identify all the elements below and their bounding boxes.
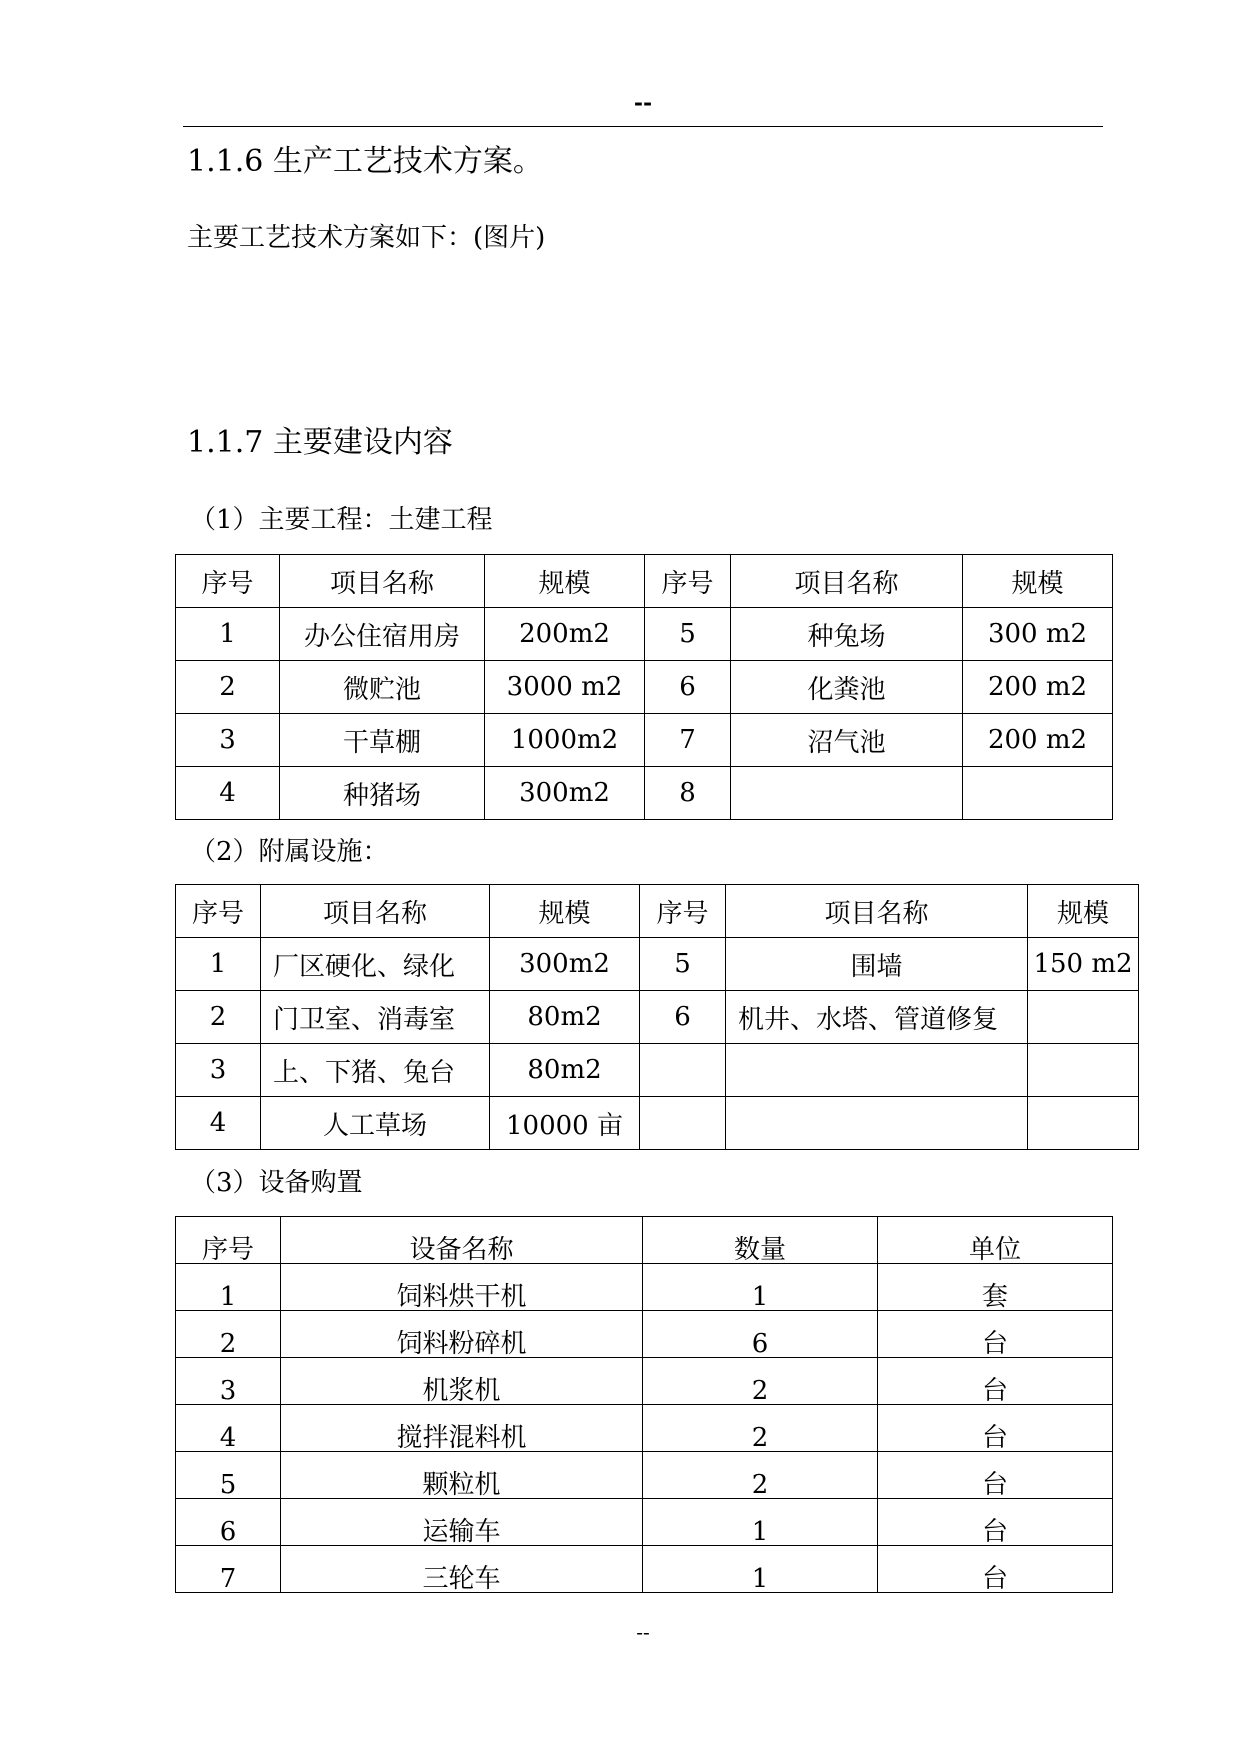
table-cell: 台	[878, 1405, 1113, 1452]
table-cell: 饲料烘干机	[281, 1264, 643, 1311]
table-cell: 干草棚	[280, 714, 485, 767]
header-cell: 规模	[1028, 885, 1139, 938]
header-cell: 项目名称	[280, 555, 485, 608]
header-cell: 序号	[176, 1217, 281, 1264]
part3-title: （3）设备购置	[190, 1168, 363, 1198]
table-row	[176, 1499, 1113, 1546]
table-cell: 1	[176, 608, 280, 661]
table-cell: 5	[640, 938, 726, 991]
header-cell: 序号	[645, 555, 731, 608]
table-row	[176, 1358, 1113, 1405]
table-row	[176, 714, 1113, 767]
header-cell: 单位	[878, 1217, 1113, 1264]
table-header-row	[176, 555, 1113, 608]
header-rule	[183, 126, 1103, 127]
table-cell: 2	[643, 1405, 878, 1452]
table-cell: 150 m2	[1028, 938, 1139, 991]
part2-title: （2）附属设施：	[190, 837, 389, 867]
equipment-purchase-table	[175, 1216, 1113, 1593]
table-cell: 颗粒机	[281, 1452, 643, 1499]
table-row	[176, 1097, 1139, 1150]
table-cell: 饲料粉碎机	[281, 1311, 643, 1358]
header-cell: 数量	[643, 1217, 878, 1264]
table-cell	[640, 1044, 726, 1097]
table-cell: 80m2	[490, 991, 640, 1044]
table-cell: 1	[643, 1499, 878, 1546]
table-cell: 门卫室、消毒室	[261, 991, 490, 1044]
table-cell: 6	[640, 991, 726, 1044]
header-cell: 项目名称	[726, 885, 1028, 938]
table-cell: 搅拌混料机	[281, 1405, 643, 1452]
table-cell: 10000 亩	[490, 1097, 640, 1150]
table-row	[176, 1405, 1113, 1452]
table-row	[176, 991, 1139, 1044]
header-cell: 序号	[176, 885, 261, 938]
table-cell: 300m2	[490, 938, 640, 991]
page-header-mark: --	[633, 90, 653, 116]
table-cell	[640, 1097, 726, 1150]
table-cell: 200 m2	[963, 661, 1113, 714]
table-cell: 2	[176, 991, 261, 1044]
table-cell: 4	[176, 767, 280, 820]
page-footer-mark: --	[636, 1620, 650, 1644]
table-cell: 2	[176, 661, 280, 714]
table-cell: 6	[645, 661, 731, 714]
auxiliary-facilities-table	[175, 884, 1139, 1150]
table-cell: 种猪场	[280, 767, 485, 820]
table-cell: 1	[643, 1546, 878, 1593]
table-cell	[731, 767, 963, 820]
table-cell: 台	[878, 1546, 1113, 1593]
header-cell: 设备名称	[281, 1217, 643, 1264]
table-cell: 300 m2	[963, 608, 1113, 661]
table-cell: 微贮池	[280, 661, 485, 714]
table-cell	[1028, 1044, 1139, 1097]
table-row	[176, 1452, 1113, 1499]
table-cell: 3000 m2	[485, 661, 645, 714]
table-row	[176, 608, 1113, 661]
table-cell: 三轮车	[281, 1546, 643, 1593]
table-cell: 80m2	[490, 1044, 640, 1097]
table-cell: 沼气池	[731, 714, 963, 767]
table-cell: 4	[176, 1097, 261, 1150]
table-cell: 上、下猪、兔台	[261, 1044, 490, 1097]
table-cell: 1000m2	[485, 714, 645, 767]
table-cell: 办公住宿用房	[280, 608, 485, 661]
table-cell: 5	[645, 608, 731, 661]
table-cell: 1	[176, 938, 261, 991]
table-cell	[726, 1097, 1028, 1150]
process-plan-intro: 主要工艺技术方案如下：(图片)	[187, 223, 546, 253]
table-cell: 6	[643, 1311, 878, 1358]
civil-works-table	[175, 554, 1113, 820]
table-cell: 台	[878, 1499, 1113, 1546]
table-row	[176, 661, 1113, 714]
table-cell: 台	[878, 1452, 1113, 1499]
table-cell: 台	[878, 1358, 1113, 1405]
table-cell: 化粪池	[731, 661, 963, 714]
table-cell	[963, 767, 1113, 820]
table-row	[176, 1264, 1113, 1311]
header-cell: 项目名称	[731, 555, 963, 608]
table-cell: 2	[643, 1358, 878, 1405]
table-cell: 4	[176, 1405, 281, 1452]
header-cell: 项目名称	[261, 885, 490, 938]
table-header-row	[176, 1217, 1113, 1264]
table-cell: 3	[176, 1358, 281, 1405]
table-cell: 厂区硬化、绿化	[261, 938, 490, 991]
table-cell: 300m2	[485, 767, 645, 820]
table-cell: 人工草场	[261, 1097, 490, 1150]
header-cell: 规模	[490, 885, 640, 938]
table-cell	[1028, 1097, 1139, 1150]
table-cell: 围墙	[726, 938, 1028, 991]
header-cell: 规模	[485, 555, 645, 608]
table-cell: 200m2	[485, 608, 645, 661]
section-heading-1-1-6: 1.1.6 生产工艺技术方案。	[187, 144, 543, 179]
table-cell: 种兔场	[731, 608, 963, 661]
table-row	[176, 1044, 1139, 1097]
header-cell: 规模	[963, 555, 1113, 608]
table-cell: 200 m2	[963, 714, 1113, 767]
table-cell: 3	[176, 714, 280, 767]
table-cell: 机浆机	[281, 1358, 643, 1405]
table-cell: 1	[643, 1264, 878, 1311]
table-cell: 台	[878, 1311, 1113, 1358]
table-cell	[1028, 991, 1139, 1044]
table-cell: 7	[645, 714, 731, 767]
section-heading-1-1-7: 1.1.7 主要建设内容	[187, 425, 453, 460]
table-cell: 2	[643, 1452, 878, 1499]
table-row	[176, 767, 1113, 820]
table-cell: 8	[645, 767, 731, 820]
table-cell: 7	[176, 1546, 281, 1593]
table-row	[176, 938, 1139, 991]
table-cell: 6	[176, 1499, 281, 1546]
table-cell: 套	[878, 1264, 1113, 1311]
table-cell: 运输车	[281, 1499, 643, 1546]
table-cell: 机井、水塔、管道修复	[726, 991, 1028, 1044]
table-row	[176, 1546, 1113, 1593]
table-cell	[726, 1044, 1028, 1097]
table-cell: 2	[176, 1311, 281, 1358]
table-row	[176, 1311, 1113, 1358]
part1-title: （1）主要工程：土建工程	[190, 505, 493, 535]
table-cell: 3	[176, 1044, 261, 1097]
header-cell: 序号	[640, 885, 726, 938]
header-cell: 序号	[176, 555, 280, 608]
table-cell: 5	[176, 1452, 281, 1499]
table-cell: 1	[176, 1264, 281, 1311]
table-header-row	[176, 885, 1139, 938]
